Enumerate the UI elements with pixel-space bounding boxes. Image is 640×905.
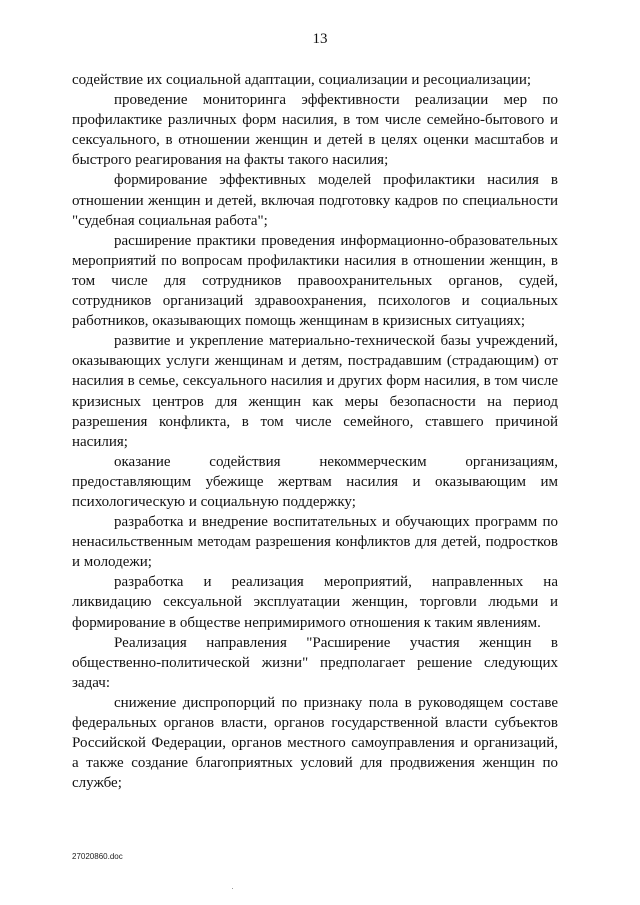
document-body xyxy=(72,70,558,793)
footer-file-code: 27020860.doc xyxy=(72,852,123,861)
paragraph-2: проведение мониторинга эффективности реализации мер по профилактике различных форм насилия, в том числе семейно-бытового и сексуального, в отношении женщин и детей в целях оценки масштабов и быстрого реагирования на факты такого насилия; xyxy=(72,92,558,169)
paragraph-1: содействие их социальной адаптации, социализации и ресоциализации; xyxy=(72,72,532,88)
paragraph-10: снижение диспропорций по признаку пола в руководящем составе федеральных органов власти, органов государственной власти субъектов Российской Федерации, органов местного самоуправления и организаций, а также создание благоприятных условий для продвижения женщин по службе; xyxy=(72,694,558,792)
paragraph-7: разработка и внедрение воспитательных и обучающих программ по ненасильственным методам разрешения конфликтов для детей, подростков и молодежи; xyxy=(72,514,558,571)
paragraph-5: развитие и укрепление материально-технической базы учреждений, оказывающих услуги женщинам и детям, пострадавшим (страдающим) от насилия в семье, сексуального насилия и других форм насилия, в том числе кризисных центров для женщин как меры безопасности на период разрешения конфликта, в том числе семейного, ставшего причиной насилия; xyxy=(72,333,558,450)
paragraph-8: разработка и реализация мероприятий, направленных на ликвидацию сексуальной эксплуатации женщин, торговли людьми и формирование в обществе непримиримого отношения к таким явлениям. xyxy=(72,574,558,631)
paragraph-9: Реализация направления "Расширение участия женщин в общественно-политической жизни" предполагает решение следующих задач: xyxy=(72,634,558,691)
paragraph-4: расширение практики проведения информационно-образовательных мероприятий по вопросам профилактики насилия в отношении женщин, в том числе для сотрудников правоохранительных органов, судей, сотрудников организаций здравоохранения, психологов и социальных работников, оказывающих помощь женщинам в кризисных ситуациях; xyxy=(72,232,558,330)
page-number: 13 xyxy=(312,31,328,47)
scan-speck xyxy=(232,888,233,889)
paragraph-6: оказание содействия некоммерческим организациям, предоставляющим убежище жертвам насилия и оказывающим им психологическую и социальную поддержку; xyxy=(72,453,558,510)
paragraph-3: формирование эффективных моделей профилактики насилия в отношении женщин и детей, включая подготовку кадров по специальности "судебная социальная работа"; xyxy=(72,172,558,229)
